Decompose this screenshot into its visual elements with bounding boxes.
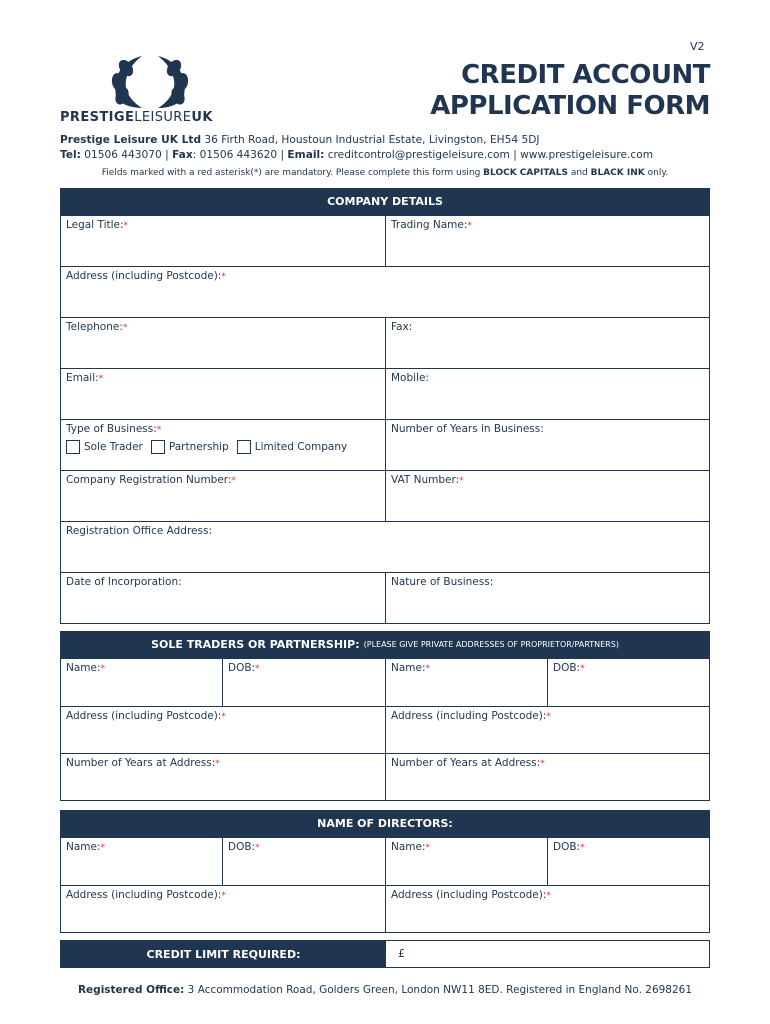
director1-dob-field[interactable]: DOB:* xyxy=(223,838,386,886)
company-logo xyxy=(60,52,240,124)
vat-number-field[interactable]: VAT Number:* xyxy=(386,471,710,522)
laurel-wreath-icon xyxy=(60,52,240,112)
trading-name-field[interactable]: Trading Name:* xyxy=(386,216,710,267)
form-title-line2: APPLICATION FORM xyxy=(430,91,710,121)
company-registration-field[interactable]: Company Registration Number:* xyxy=(61,471,386,522)
telephone-field[interactable]: Telephone:* xyxy=(61,318,386,369)
director1-address-field[interactable]: Address (including Postcode):* xyxy=(61,886,386,933)
partner1-years-at-address-field[interactable]: Number of Years at Address:* xyxy=(61,754,386,801)
company-address-line: Prestige Leisure UK Ltd 36 Firth Road, Houstoun Industrial Estate, Livingston, EH54 5DJ xyxy=(60,134,540,146)
sole-trader-checkbox[interactable] xyxy=(66,440,80,454)
fax-field[interactable]: Fax: xyxy=(386,318,710,369)
director2-dob-field[interactable]: DOB:* xyxy=(548,838,710,886)
partner1-dob-field[interactable]: DOB:* xyxy=(223,659,386,707)
partner2-years-at-address-field[interactable]: Number of Years at Address:* xyxy=(386,754,710,801)
type-of-business-field: Type of Business:* Sole Trader Partnership Limited Company xyxy=(61,420,386,471)
instructions-note: Fields marked with a red asterisk(*) are mandatory. Please complete this form using BLOCK CAPITALS and BLACK INK only. xyxy=(101,168,669,178)
director1-name-field[interactable]: Name:* xyxy=(61,838,223,886)
credit-limit-row xyxy=(60,940,710,968)
partner2-address-field[interactable]: Address (including Postcode):* xyxy=(386,707,710,754)
credit-limit-field[interactable]: £ xyxy=(398,947,405,960)
mobile-field[interactable]: Mobile: xyxy=(386,369,710,420)
company-details-heading: COMPANY DETAILS xyxy=(60,188,710,215)
date-of-incorporation-field[interactable]: Date of Incorporation: xyxy=(61,573,386,624)
partner2-dob-field[interactable]: DOB:* xyxy=(548,659,710,707)
partner1-address-field[interactable]: Address (including Postcode):* xyxy=(61,707,386,754)
partner2-name-field[interactable]: Name:* xyxy=(386,659,548,707)
years-in-business-field[interactable]: Number of Years in Business: xyxy=(386,420,710,471)
directors-heading: NAME OF DIRECTORS: xyxy=(60,810,710,837)
logo-wordmark: PRESTIGELEISUREUK xyxy=(60,110,213,125)
directors-section xyxy=(60,810,710,933)
director2-name-field[interactable]: Name:* xyxy=(386,838,548,886)
contact-info xyxy=(60,133,653,163)
registration-office-address-field[interactable]: Registration Office Address: xyxy=(61,522,710,573)
company-details-section xyxy=(60,188,710,624)
sole-traders-section xyxy=(60,631,710,801)
company-contact-line: Tel: 01506 443070 | Fax: 01506 443620 | Email: creditcontrol@prestigeleisure.com | www.prestigeleisure.com xyxy=(60,149,654,161)
registered-office-footer: Registered Office: 3 Accommodation Road, Golders Green, London NW11 8ED. Registered in England No. 2698261 xyxy=(77,984,693,996)
version-label: V2 xyxy=(690,40,705,53)
email-field[interactable]: Email:* xyxy=(61,369,386,420)
form-title-line1: CREDIT ACCOUNT xyxy=(461,60,710,90)
limited-company-checkbox[interactable] xyxy=(237,440,251,454)
legal-title-field[interactable]: Legal Title:* xyxy=(61,216,386,267)
limited-company-option[interactable]: Limited Company xyxy=(237,440,347,454)
partnership-option[interactable]: Partnership xyxy=(151,440,229,454)
sole-traders-heading: SOLE TRADERS OR PARTNERSHIP: (PLEASE GIVE PRIVATE ADDRESSES OF PROPRIETOR/PARTNERS) xyxy=(60,631,710,658)
partner1-name-field[interactable]: Name:* xyxy=(61,659,223,707)
sole-trader-option[interactable]: Sole Trader xyxy=(66,440,143,454)
nature-of-business-field[interactable]: Nature of Business: xyxy=(386,573,710,624)
director2-address-field[interactable]: Address (including Postcode):* xyxy=(386,886,710,933)
form-title xyxy=(430,60,710,122)
partnership-checkbox[interactable] xyxy=(151,440,165,454)
credit-limit-label: CREDIT LIMIT REQUIRED: xyxy=(61,941,386,967)
company-address-field[interactable]: Address (including Postcode):* xyxy=(61,267,710,318)
